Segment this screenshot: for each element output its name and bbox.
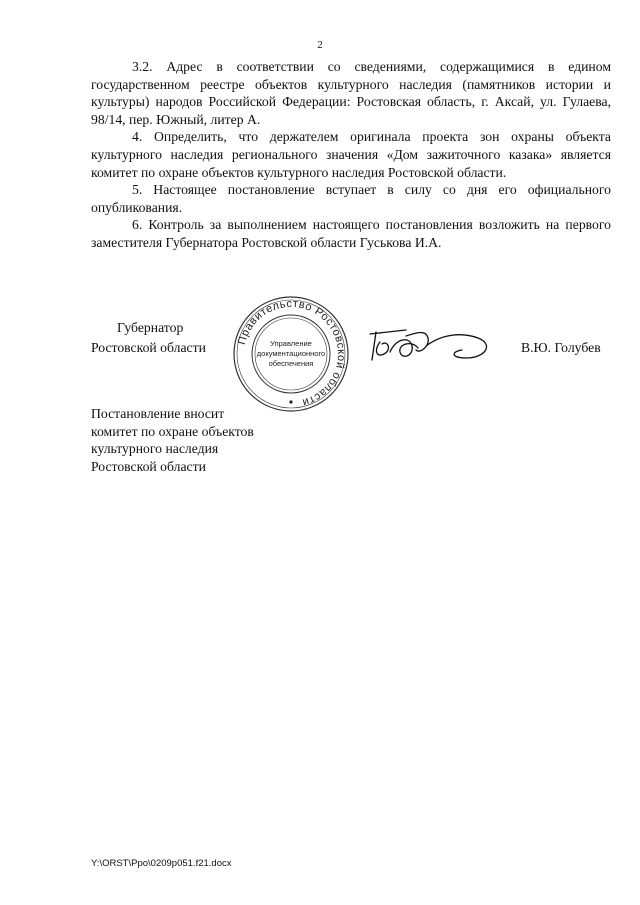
stamp-ring-text: Правительство Ростовской области <box>235 297 348 409</box>
governor-region: Ростовской области <box>91 340 206 355</box>
body-text <box>91 58 611 252</box>
note-line-2: комитет по охране объектов <box>91 423 254 439</box>
stamp-center-line-3: обеспечения <box>268 359 314 368</box>
paragraph-5: 5. Настоящее постановление вступает в силу со дня его официального опубликования. <box>91 182 611 215</box>
governor-title: Губернатор <box>117 320 184 335</box>
handwritten-signature <box>366 324 496 366</box>
submission-note <box>91 405 254 475</box>
stamp-center-line-1: Управление <box>270 339 312 348</box>
paragraph-3-2: 3.2. Адрес в соответствии со сведениями, содержащимися в едином государственном реестре объектов культурного наследия (памятников истории и культуры) народов Российской Федерации: Ростовская область, г. Аксай, ул. Гулаева, 98/14, пер. Южный, литер А. <box>91 59 611 127</box>
paragraph-4: 4. Определить, что держателем оригинала проекта зон охраны объекта культурного наследия регионального значения «Дом зажиточного казака» является комитет по охране объектов культурного наследия Ростовской области. <box>91 129 611 180</box>
official-stamp <box>231 294 351 414</box>
signer-name: В.Ю. Голубев <box>521 340 601 355</box>
stamp-dot <box>289 400 292 403</box>
paragraph-6: 6. Контроль за выполнением настоящего постановления возложить на первого заместителя Губернатора Ростовской области Гуськова И.А. <box>91 217 611 250</box>
stamp-center-line-2: документационного <box>256 349 326 358</box>
note-line-1: Постановление вносит <box>91 406 225 421</box>
page-number: 2 <box>317 39 323 51</box>
file-path-footer: Y:\ORST\Ppo\0209p051.f21.docx <box>91 858 232 869</box>
note-line-4: Ростовской области <box>91 458 206 474</box>
note-line-3: культурного наследия <box>91 441 219 457</box>
